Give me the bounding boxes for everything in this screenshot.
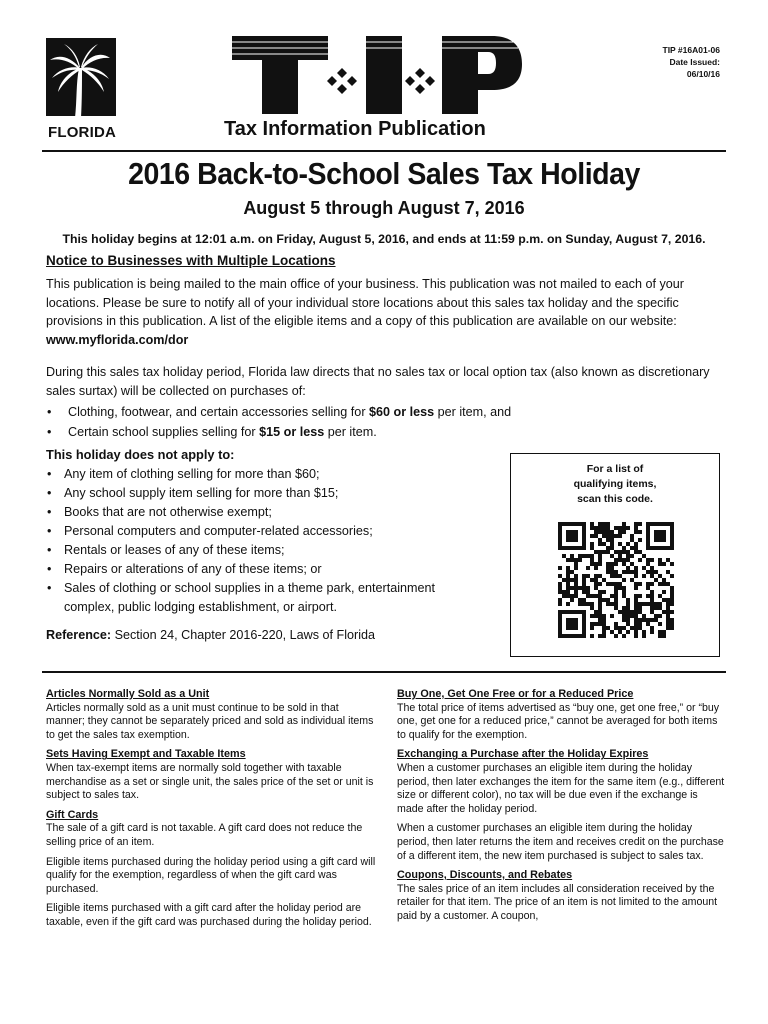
section-heading: Coupons, Discounts, and Rebates bbox=[397, 869, 573, 882]
qr-code-icon[interactable] bbox=[558, 522, 674, 638]
list-item: • Books that are not otherwise exempt; bbox=[46, 503, 486, 522]
list-item: • Sales of clothing or school supplies in a theme park, entertainment complex, public lodging establishment, or airport. bbox=[46, 579, 486, 617]
reference-line bbox=[46, 628, 375, 642]
holiday-hours: This holiday begins at 12:01 a.m. on Friday, August 5, 2016, and ends at 11:59 p.m. on Sunday, August 7, 2016. bbox=[62, 232, 706, 246]
holiday-date-range: August 5 through August 7, 2016 bbox=[243, 198, 525, 218]
publication-subtitle: Tax Information Publication bbox=[224, 118, 486, 140]
section-heading: Sets Having Exempt and Taxable Items bbox=[46, 748, 246, 761]
not-apply-list bbox=[46, 465, 486, 617]
section-paragraph: When a customer purchases an eligible item during the holiday period, then later returns the item and receives credit on the purchase of a different item, the new item purchased is subject to sales tax. bbox=[397, 822, 724, 862]
page-title: 2016 Back-to-School Sales Tax Holiday bbox=[128, 156, 640, 191]
date-issued: 06/10/16 bbox=[686, 69, 720, 79]
section-paragraph: When tax-exempt items are normally sold together with taxable merchandise as a set or single unit, the sales price of the set or unit is subject to sales tax. bbox=[46, 761, 374, 802]
date-issued-label: Date Issued: bbox=[669, 57, 720, 67]
section-paragraph: Articles normally sold as a unit must continue to be sold in that manner; they cannot be separately priced and sold as individual items to get the sales tax exemption. bbox=[46, 701, 374, 741]
diamond-ornament-icon-2 bbox=[405, 68, 435, 94]
palm-tree-icon bbox=[46, 38, 116, 122]
list-item: • Personal computers and computer-related accessories; bbox=[46, 522, 486, 541]
tip-letter-p bbox=[442, 36, 522, 114]
florida-dor-logo bbox=[46, 38, 118, 144]
notice-heading: Notice to Businesses with Multiple Locations bbox=[46, 253, 336, 268]
reference-text: Section 24, Chapter 2016-220, Laws of Florida bbox=[111, 628, 376, 642]
list-item: • Certain school supplies selling for $15 or less per item. bbox=[46, 423, 746, 443]
section-paragraph: The total price of items advertised as “buy one, get one free,” or “buy one, get one for a reduced price,” cannot be averaged for both items to qualify for the exemption. bbox=[397, 701, 720, 741]
holiday-intro: During this sales tax holiday period, Florida law directs that no sales tax or local option tax (also known as discretionary sales surtax) will be collected on purchases of: bbox=[46, 365, 710, 398]
section-paragraph: When a customer purchases an eligible item during the holiday period, then later exchanges the item for the same item (e.g., different size or different color), no tax will be due even if the exchange is made after the holiday period. bbox=[397, 761, 725, 815]
section-heading: Gift Cards bbox=[46, 808, 99, 821]
section-paragraph: The sales price of an item includes all consideration received by the retailer for that item. The price of an item is not limited to the amount paid by a customer. A coupon, bbox=[397, 882, 718, 922]
tip-meta bbox=[590, 44, 720, 80]
notice-body: This publication is being mailed to the main office of your business. This publication was not mailed to each of your locations. Please be sure to notify all of your individual store locations about this sales tax holiday and the specific provisions in this publication. A list of the eligible items and a copy of this publication are available on our website: bbox=[46, 277, 684, 328]
list-item: • Repairs or alterations of any of these items; or bbox=[46, 560, 486, 579]
section-heading: Exchanging a Purchase after the Holiday Expires bbox=[397, 748, 649, 761]
list-item: • Any item of clothing selling for more than $60; bbox=[46, 465, 486, 484]
reference-label: Reference: bbox=[46, 628, 112, 642]
not-apply-heading: This holiday does not apply to: bbox=[46, 447, 235, 462]
section-divider bbox=[42, 671, 726, 673]
diamond-ornament-icon bbox=[327, 68, 357, 94]
notice-paragraph bbox=[46, 275, 736, 349]
section-heading: Articles Normally Sold as a Unit bbox=[46, 688, 210, 700]
exempt-items-list bbox=[46, 403, 746, 442]
list-item: • Clothing, footwear, and certain accessories selling for $60 or less per item, and bbox=[46, 403, 746, 423]
section-paragraph: Eligible items purchased with a gift card after the holiday period are taxable, even if the gift card was purchased during the holiday period. bbox=[46, 902, 372, 928]
left-column bbox=[46, 688, 376, 936]
tip-letter-t bbox=[232, 36, 328, 114]
section-heading: Buy One, Get One Free or for a Reduced Price bbox=[397, 688, 634, 700]
qr-caption: For a list of qualifying items, scan this code. bbox=[573, 463, 657, 505]
tip-letter-i bbox=[366, 36, 402, 114]
list-item: • Rentals or leases of any of these items; bbox=[46, 541, 486, 560]
website-link[interactable]: www.myflorida.com/dor bbox=[46, 332, 189, 347]
tip-wordmark bbox=[224, 30, 524, 118]
section-paragraph: Eligible items purchased during the holiday period using a gift card will qualify for the exemption, regardless of when the gift card was purchased. bbox=[46, 855, 376, 895]
right-column bbox=[397, 688, 727, 930]
section-paragraph: The sale of a gift card is not taxable. A gift card does not reduce the selling price of an item. bbox=[46, 822, 363, 848]
logo-wordmark: FLORIDA bbox=[47, 124, 117, 141]
tip-number: TIP #16A01-06 bbox=[662, 45, 720, 55]
header-divider bbox=[42, 150, 726, 152]
qr-callout-box bbox=[510, 453, 720, 657]
list-item: • Any school supply item selling for more than $15; bbox=[46, 484, 486, 503]
